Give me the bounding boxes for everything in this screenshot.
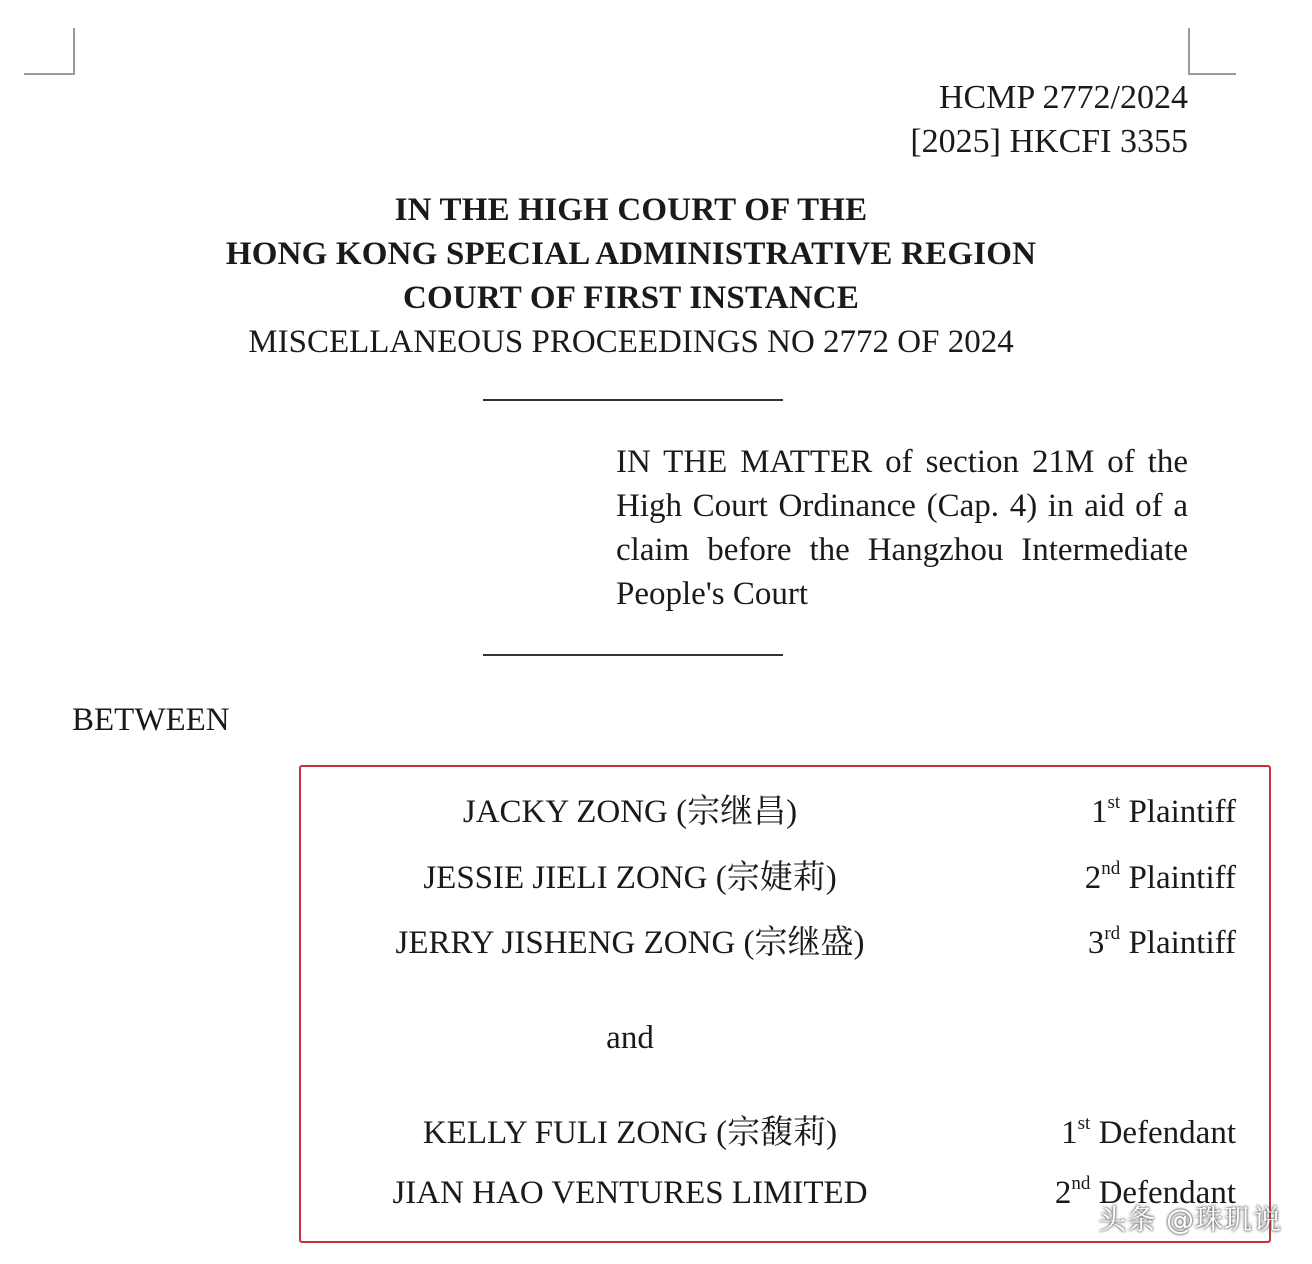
plaintiff-2-role: 2nd Plaintiff: [1084, 858, 1236, 896]
plaintiff-2-name: JESSIE JIELI ZONG (宗婕莉): [423, 860, 837, 896]
defendant-2-role: 2nd Defendant: [1054, 1173, 1236, 1211]
court-heading-line-3: COURT OF FIRST INSTANCE: [402, 280, 860, 316]
plaintiff-1-role: 1st Plaintiff: [1091, 792, 1236, 830]
divider-rule-top: [483, 399, 783, 401]
defendant-1-name: KELLY FULI ZONG (宗馥莉): [422, 1115, 838, 1151]
plaintiff-3-name: JERRY JISHENG ZONG (宗继盛): [395, 925, 865, 961]
court-heading: [0, 188, 1262, 364]
case-number-neutral-citation: [2025] HKCFI 3355: [910, 123, 1188, 160]
margin-crop-mark-top-left: [24, 28, 76, 76]
plaintiff-3-role: 3rd Plaintiff: [1087, 923, 1236, 961]
plaintiff-1-name: JACKY ZONG (宗继昌): [462, 794, 798, 830]
between-label: BETWEEN: [72, 702, 230, 738]
watermark-logo: 头条 @珠玑说: [1098, 1203, 1282, 1236]
divider-rule-bottom: [483, 654, 783, 656]
case-number-hcmp: HCMP 2772/2024: [938, 79, 1188, 116]
defendant-1-role: 1st Defendant: [1061, 1113, 1236, 1151]
court-heading-line-2: HONG KONG SPECIAL ADMINISTRATIVE REGION: [225, 236, 1037, 272]
case-numbers: [910, 76, 1188, 164]
defendant-2-name: JIAN HAO VENTURES LIMITED: [392, 1175, 868, 1211]
in-the-matter-paragraph: IN THE MATTER of section 21M of the High Court Ordinance (Cap. 4) in aid of a claim before the Hangzhou Intermediate People's Court: [616, 444, 1188, 612]
margin-crop-mark-top-right: [1188, 28, 1238, 76]
proceedings-number: MISCELLANEOUS PROCEEDINGS NO 2772 OF 2024: [248, 324, 1014, 360]
and-separator: and: [606, 1020, 654, 1056]
court-heading-line-1: IN THE HIGH COURT OF THE: [394, 192, 868, 228]
